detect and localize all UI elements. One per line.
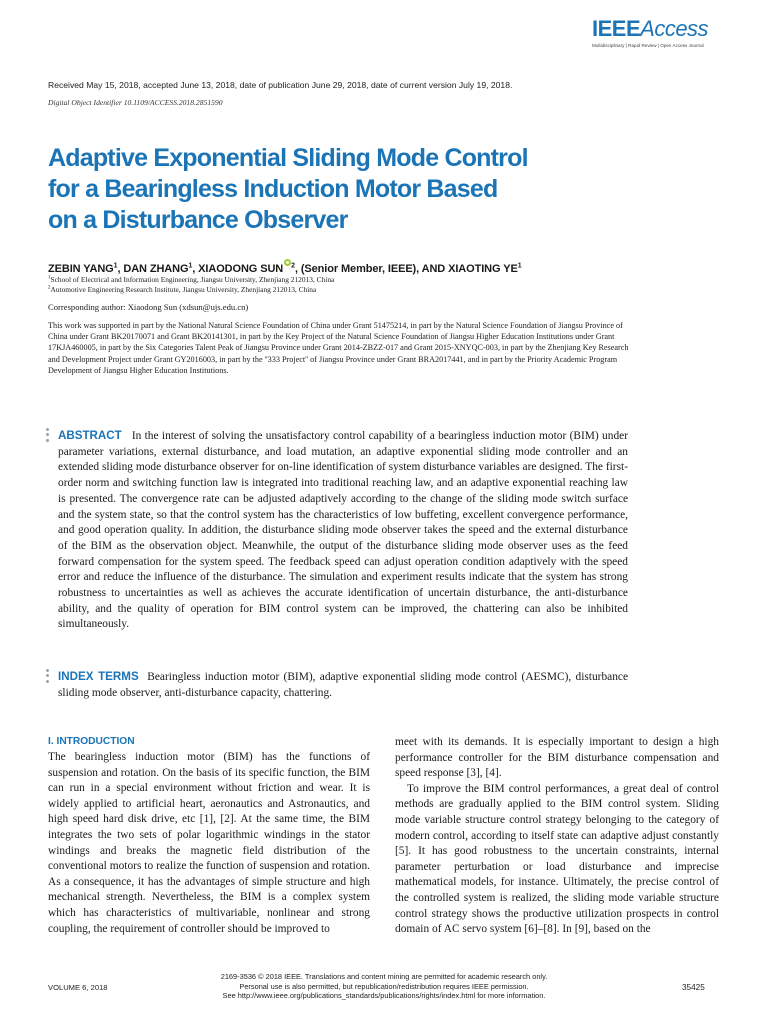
journal-brand (592, 18, 722, 40)
corresponding-author: Corresponding author: Xiaodong Sun (xdsun@ujs.edu.cn) (48, 302, 249, 312)
paper-title (48, 143, 608, 236)
index-terms (58, 669, 628, 701)
footer-volume: VOLUME 6, 2018 (48, 983, 108, 992)
affiliation-text: Automotive Engineering Research Institute, Jiangsu University, Zhenjiang 212013, China (50, 285, 317, 294)
title-line: for a Bearingless Induction Motor Based (48, 175, 498, 203)
journal-tagline: Multidisciplinary | Rapid Review | Open Access Journal (592, 43, 704, 48)
author-name: , DAN ZHANG (117, 263, 189, 275)
body-paragraph: To improve the BIM control performances, a great deal of control methods are gradually applied to the BIM control system. Sliding mode variable structure control strategy belonging to the category of modern control, according to itself state can adaptive adjust constantly [5]. It has good robustness to the uncertain constraints, internal parameter perturbation or load disturbance and imprecise mathematical models, for instance. Ultimately, the precise control of the controlled system is realized, the sliding mode variable structure control strategy shows the productive utilization prospects in control domain of AC servo system [6]–[8]. In [9], based on the (395, 782, 719, 936)
title-line: on a Disturbance Observer (48, 206, 348, 234)
brand-bold: IEEE (592, 16, 641, 41)
affiliation (48, 285, 316, 294)
page-number: 35425 (682, 983, 705, 992)
author-name: ZEBIN YANG (48, 263, 114, 275)
abstract-marker (46, 428, 50, 444)
author-list (48, 259, 522, 275)
author-name: , XIAODONG SUN (192, 263, 284, 275)
copyright-line: Personal use is also permitted, but republication/redistribution requires IEEE permission. (239, 981, 529, 991)
copyright-line: 2169-3536 © 2018 IEEE. Translations and content mining are permitted for academic research only. (220, 972, 548, 981)
footer-copyright (178, 972, 590, 1001)
doi-line: Digital Object Identifier 10.1109/ACCESS.2018.2851590 (48, 98, 223, 107)
affiliation-text: School of Electrical and Information Engineering, Jiangsu University, Zhenjiang 212013, China (50, 275, 335, 284)
abstract-text: In the interest of solving the unsatisfactory control capability of a bearingless induction motor (BIM) under parameter variations, external disturbance, and load mutation, an adaptive exponential sliding mode controller and an extended sliding mode disturbance observer for on-line identification of system disturbance variables are designed. The first-order norm and switching function law is integrated into traditional reaching law, and an adaptive exponential reaching law is presented. The convergence rate can be adjusted adaptively according to the change of the sliding mode switch surface and the system state, so that the control system has the characteristics of low buffeting, excellent convergence performance, and good operation quality. In addition, the disturbance sliding mode observer takes the speed and the external disturbance of the BIM as the observation object. Meanwhile, the output of the disturbance sliding mode observer uses as the feed forward compensation for the system speed. The feedback speed can adjust operation condition adaptively with the speed error and reduce the influence of the disturbance. The simulation and experiment results indicate that the system has strong robustness to uncertainties as well as achieves the accurate identification of uncertain disturbance, the anti-disturbance ability, and the quality of operation for BIM control system can be improved, the chattering can also be inhibited simultaneously. (58, 430, 628, 631)
abstract (58, 428, 628, 633)
funding-statement: This work was supported in part by the National Natural Science Foundation of China under Grant 51475214, in part by the Natural Science Foundation of Jiangsu Province of China under Grant BK20170071 and Grant BK20141301, in part by the Key Project of the Natural Science Foundation of Jiangsu Higher Education Institutions under Grant 17KJA460005, in part by the Six Categories Talent Peak of Jiangsu Province under Grant 2014-ZBZZ-017 and Grant 2015-XNYQC-003, in part by the Zhenjiang Key Research and Development Project under Grant GY2016003, in part by the ''333 Project'' of Jiangsu Province under Grant BRA2017441, and in part by the Priority Academic Program Development of Jiangsu Higher Education Institutions. (48, 321, 629, 375)
author-name: , (Senior Member, IEEE), AND XIAOTING YE (294, 263, 518, 275)
body-column-right (395, 735, 719, 938)
body-paragraph: meet with its demands. It is especially important to design a high performance controller for the BIM disturbance compensation and speed response [3], [4]. (395, 736, 719, 780)
affiliation-number: 1 (48, 275, 51, 281)
author-affiliation-mark: 1 (113, 262, 118, 270)
journal-logo (592, 18, 722, 48)
copyright-line: See http://www.ieee.org/publications_standards/publications/rights/index.html for more information. (222, 991, 546, 1001)
author-affiliation-mark: 1 (517, 262, 522, 270)
affiliation (48, 275, 334, 284)
received-dates: Received May 15, 2018, accepted June 13, 2018, date of publication June 29, 2018, date of current version July 19, 2018. (48, 80, 513, 90)
body-column-left: The bearingless induction motor (BIM) has the functions of suspension and rotation. On the basis of its specific function, the BIM can run in a special environment without friction and wear. It is widely applied to artificial heart, aeronautics and Astronautics, and high speed hard disk drive, etc [1], [2]. At the same time, the BIM integrates the two sets of polar logarithmic windings in the stator windings and breaks the magnetic field distribution of the conventional motors to realize the function of suspension and rotation. As a consequence, it has the advantages of simple structure and high mechanical strength. Nevertheless, the BIM is a complex system which has characteristics of multivariable, nonlinear and strong coupling, the requirement of controller should be improved to (48, 751, 370, 935)
affiliation-number: 2 (48, 285, 51, 291)
index-terms-heading: INDEX TERMS (58, 670, 139, 683)
abstract-heading: ABSTRACT (58, 429, 122, 442)
section-heading: I. INTRODUCTION (48, 736, 135, 747)
brand-italic: Access (640, 16, 709, 41)
index-terms-text: Bearingless induction motor (BIM), adaptive exponential sliding mode control (AESMC), disturbance sliding mode observer, anti-disturbance capacity, chattering. (58, 671, 629, 699)
index-terms-marker (46, 669, 50, 685)
author-affiliation-mark: 2 (291, 262, 295, 270)
author-affiliation-mark: 1 (188, 262, 193, 270)
title-line: Adaptive Exponential Sliding Mode Control (48, 144, 528, 172)
